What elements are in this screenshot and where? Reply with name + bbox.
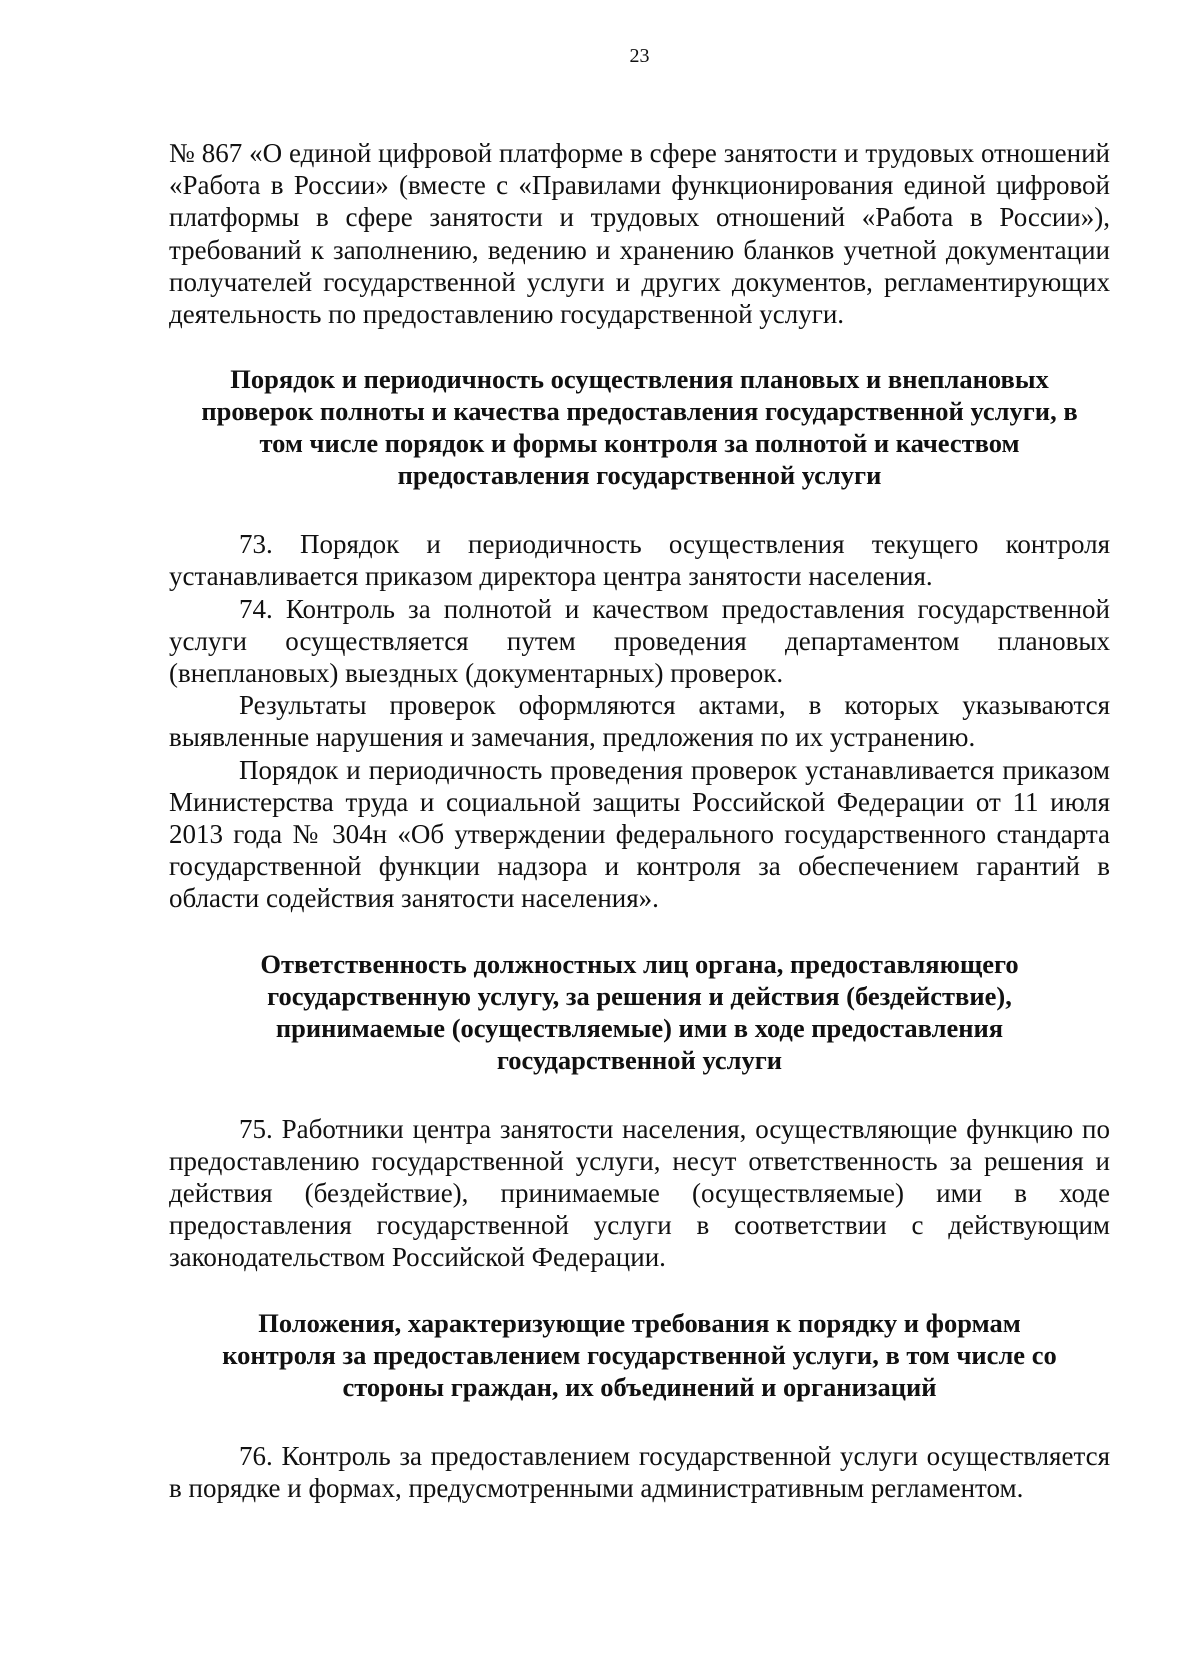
page-number: 23 [629, 45, 650, 67]
paragraph-73: 73. Порядок и периодичность осуществления текущего контроля устанавливается приказом директора центра занятости населения. [169, 529, 1110, 592]
section-body-responsibility [169, 1113, 1110, 1274]
document-body [169, 137, 1110, 1504]
section-heading-control-requirements: Положения, характеризующие требования к порядку и формам контроля за предоставлением государственной услуги, в том числе со стороны граждан, их объединений и организаций [222, 1307, 1057, 1402]
section-heading-responsibility: Ответственность должностных лиц органа, предоставляющего государственную услугу, за решения и действия (бездействие), принимаемые (осуществляемые) ими в ходе предоставления государственной услуги [260, 948, 1019, 1075]
paragraph-75: 75. Работники центра занятости населения, осуществляющие функцию по предоставлению государственной услуги, несут ответственность за решения и действия (бездействие), принимаемые (осуществляемые) ими в ходе предоставления государственной услуги в соответствии с действующим законодательством Российской Федерации. [169, 1113, 1110, 1273]
section-heading-inspections: Порядок и периодичность осуществления плановых и внеплановых проверок полноты и качества предоставления государственной услуги, в том числе порядок и формы контроля за полнотой и качеством предоставления государственной услуги [201, 364, 1078, 491]
paragraph-inspection-order: Порядок и периодичность проведения проверок устанавливается приказом Министерства труда и социальной защиты Российской Федерации от 11 июля 2013 года № 304н «Об утверждении федерального государственного стандарта государственной функции надзора и контроля за обеспечением гарантий в области содействия занятости населения». [169, 754, 1110, 914]
intro-paragraph: № 867 «О единой цифровой платформе в сфере занятости и трудовых отношений «Работа в России» (вместе с «Правилами функционирования единой цифровой платформы в сфере занятости и трудовых отношений «Работа в России»), требований к заполнению, ведению и хранению бланков учетной документации получателей государственной услуги и других документов, регламентирующих деятельность по предоставлению государственной услуги. [169, 138, 1110, 330]
paragraph-76: 76. Контроль за предоставлением государственной услуги осуществляется в порядке и формах, предусмотренными административным регламентом. [169, 1440, 1110, 1503]
section-body-control-requirements [169, 1440, 1110, 1504]
section-body-inspections [169, 528, 1110, 914]
paragraph-74: 74. Контроль за полнотой и качеством предоставления государственной услуги осуществляется путем проведения департаментом плановых (внеплановых) выездных (документарных) проверок. [169, 593, 1110, 689]
paragraph-inspection-results: Результаты проверок оформляются актами, в которых указываются выявленные нарушения и замечания, предложения по их устранению. [169, 690, 1110, 753]
